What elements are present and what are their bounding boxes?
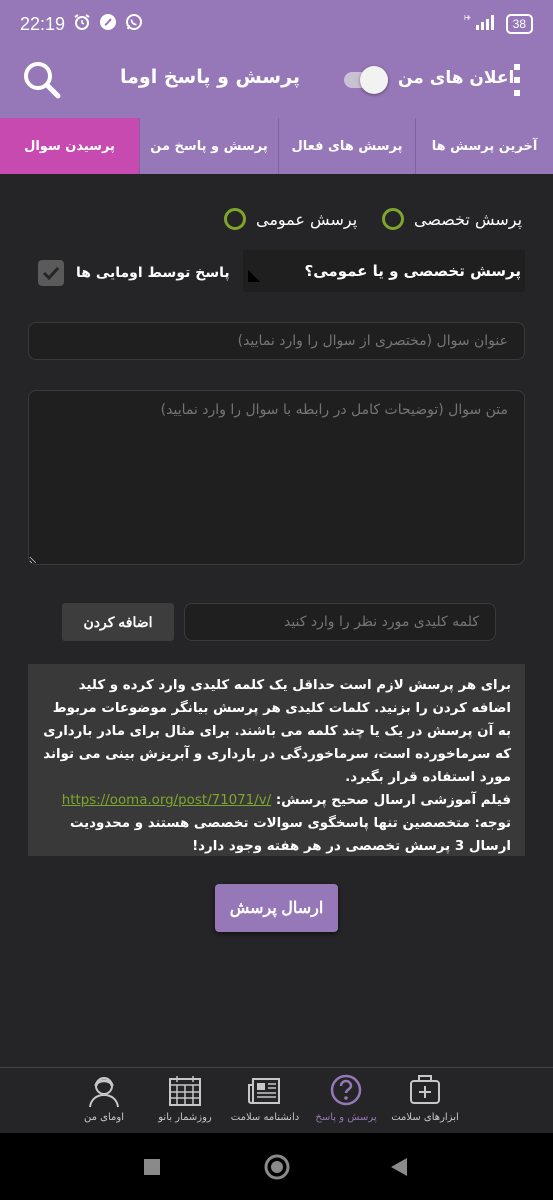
question-type-help[interactable] bbox=[243, 250, 525, 292]
app-title: پرسش و پاسخ اوما bbox=[120, 66, 301, 88]
question-title-input[interactable] bbox=[28, 322, 525, 360]
overflow-menu-icon[interactable] bbox=[512, 62, 522, 98]
signal-icon bbox=[464, 13, 498, 35]
info-box bbox=[28, 664, 525, 856]
status-time: 22:19 bbox=[20, 13, 66, 34]
nav-label: ابزارهای سلامت bbox=[391, 1112, 459, 1123]
info-note: توجه: متخصصین تنها پاسخگوی سوالات تخصصی هستند و محدودیت ارسال 3 پرسش تخصصی در هر هفته وجود دارد! bbox=[69, 816, 511, 854]
check-icon bbox=[41, 263, 61, 283]
toggle-thumb bbox=[360, 66, 388, 94]
nav-lady-calendar[interactable] bbox=[145, 1068, 225, 1134]
nav-qa[interactable] bbox=[306, 1068, 386, 1134]
notifications-toggle[interactable] bbox=[342, 66, 386, 92]
radio-circle bbox=[224, 208, 246, 230]
whatsapp-icon bbox=[125, 13, 143, 35]
battery-indicator: 38 bbox=[506, 14, 533, 34]
status-bar bbox=[0, 0, 553, 48]
keyword-input[interactable] bbox=[184, 603, 496, 641]
nav-label: روزشمار بانو bbox=[158, 1112, 212, 1123]
search-icon[interactable] bbox=[22, 60, 62, 100]
back-icon[interactable] bbox=[390, 1157, 408, 1177]
nav-label: اومای من bbox=[84, 1112, 124, 1123]
tab-label: آخرین پرسش ها bbox=[431, 138, 538, 154]
health-kit-icon bbox=[407, 1073, 443, 1109]
ask-question-form bbox=[0, 174, 553, 1067]
recent-apps-icon[interactable] bbox=[143, 1158, 161, 1176]
tab-label: پرسیدن سوال bbox=[24, 138, 115, 154]
info-text: برای هر پرسش لازم است حداقل یک کلمه کلیدی وارد کرده و کلید اضافه کردن را بزنید. کلمات کلیدی هر پرسش بیانگر موضوعات مربوط به آن پرسش در یک یا چند کلمه می باشند. برای مثال برای مادر بارداری که سرماخورده است، سرماخوردگی در بارداری و آبریزش بینی می تواند مورد استفاده قرار بگیرد. bbox=[43, 678, 511, 785]
answer-by-users-label: پاسخ توسط اومایی ها bbox=[76, 265, 230, 281]
status-left bbox=[20, 13, 143, 35]
tab-bar bbox=[0, 118, 553, 174]
status-right bbox=[464, 13, 533, 35]
bottom-navigation bbox=[0, 1067, 553, 1133]
help-corner-indicator bbox=[248, 270, 260, 282]
tab-my-qa[interactable] bbox=[139, 118, 278, 174]
tab-label: پرسش و پاسخ من bbox=[150, 138, 268, 154]
radio-specialist-label: پرسش تخصصی bbox=[414, 209, 523, 229]
calendar-icon bbox=[167, 1073, 203, 1109]
submit-question-button[interactable]: ارسال پرسش bbox=[215, 884, 338, 932]
help-text: پرسش تخصصی و یا عمومی؟ bbox=[304, 262, 521, 280]
radio-general[interactable] bbox=[224, 208, 357, 230]
tab-ask-question[interactable] bbox=[0, 118, 139, 174]
app-toolbar bbox=[0, 48, 553, 118]
network-type-label: H+ bbox=[463, 15, 469, 22]
nav-health-tools[interactable] bbox=[385, 1068, 465, 1134]
radio-specialist[interactable] bbox=[382, 208, 522, 230]
nav-label: دانشنامه سلامت bbox=[230, 1112, 300, 1123]
add-keyword-button[interactable]: اضافه کردن bbox=[62, 603, 174, 641]
alarm-icon bbox=[73, 13, 91, 35]
answer-by-users-checkbox-row[interactable] bbox=[38, 260, 230, 286]
tab-latest-questions[interactable] bbox=[415, 118, 553, 174]
profile-icon bbox=[86, 1073, 122, 1109]
system-navigation-bar bbox=[0, 1133, 553, 1200]
notifications-label: اعلان های من bbox=[398, 68, 515, 88]
newspaper-icon bbox=[247, 1073, 283, 1109]
nav-label: پرسش و پاسخ bbox=[315, 1112, 377, 1123]
nav-my-ooma[interactable] bbox=[64, 1068, 144, 1134]
question-icon bbox=[328, 1073, 364, 1109]
tutorial-video-link[interactable]: https://ooma.org/post/71071/v/ bbox=[61, 793, 272, 808]
info-video-label: فیلم آموزشی ارسال صحیح پرسش: bbox=[275, 793, 511, 808]
radio-general-label: پرسش عمومی bbox=[256, 209, 358, 229]
nav-health-encyclopedia[interactable] bbox=[225, 1068, 305, 1134]
home-icon[interactable] bbox=[263, 1153, 291, 1181]
question-body-input[interactable] bbox=[28, 390, 525, 565]
tab-label: پرسش های فعال bbox=[291, 138, 403, 154]
answer-by-users-checkbox[interactable] bbox=[38, 260, 64, 286]
app-notification-icon bbox=[99, 13, 117, 35]
radio-circle bbox=[382, 208, 404, 230]
tab-active-questions[interactable] bbox=[278, 118, 415, 174]
